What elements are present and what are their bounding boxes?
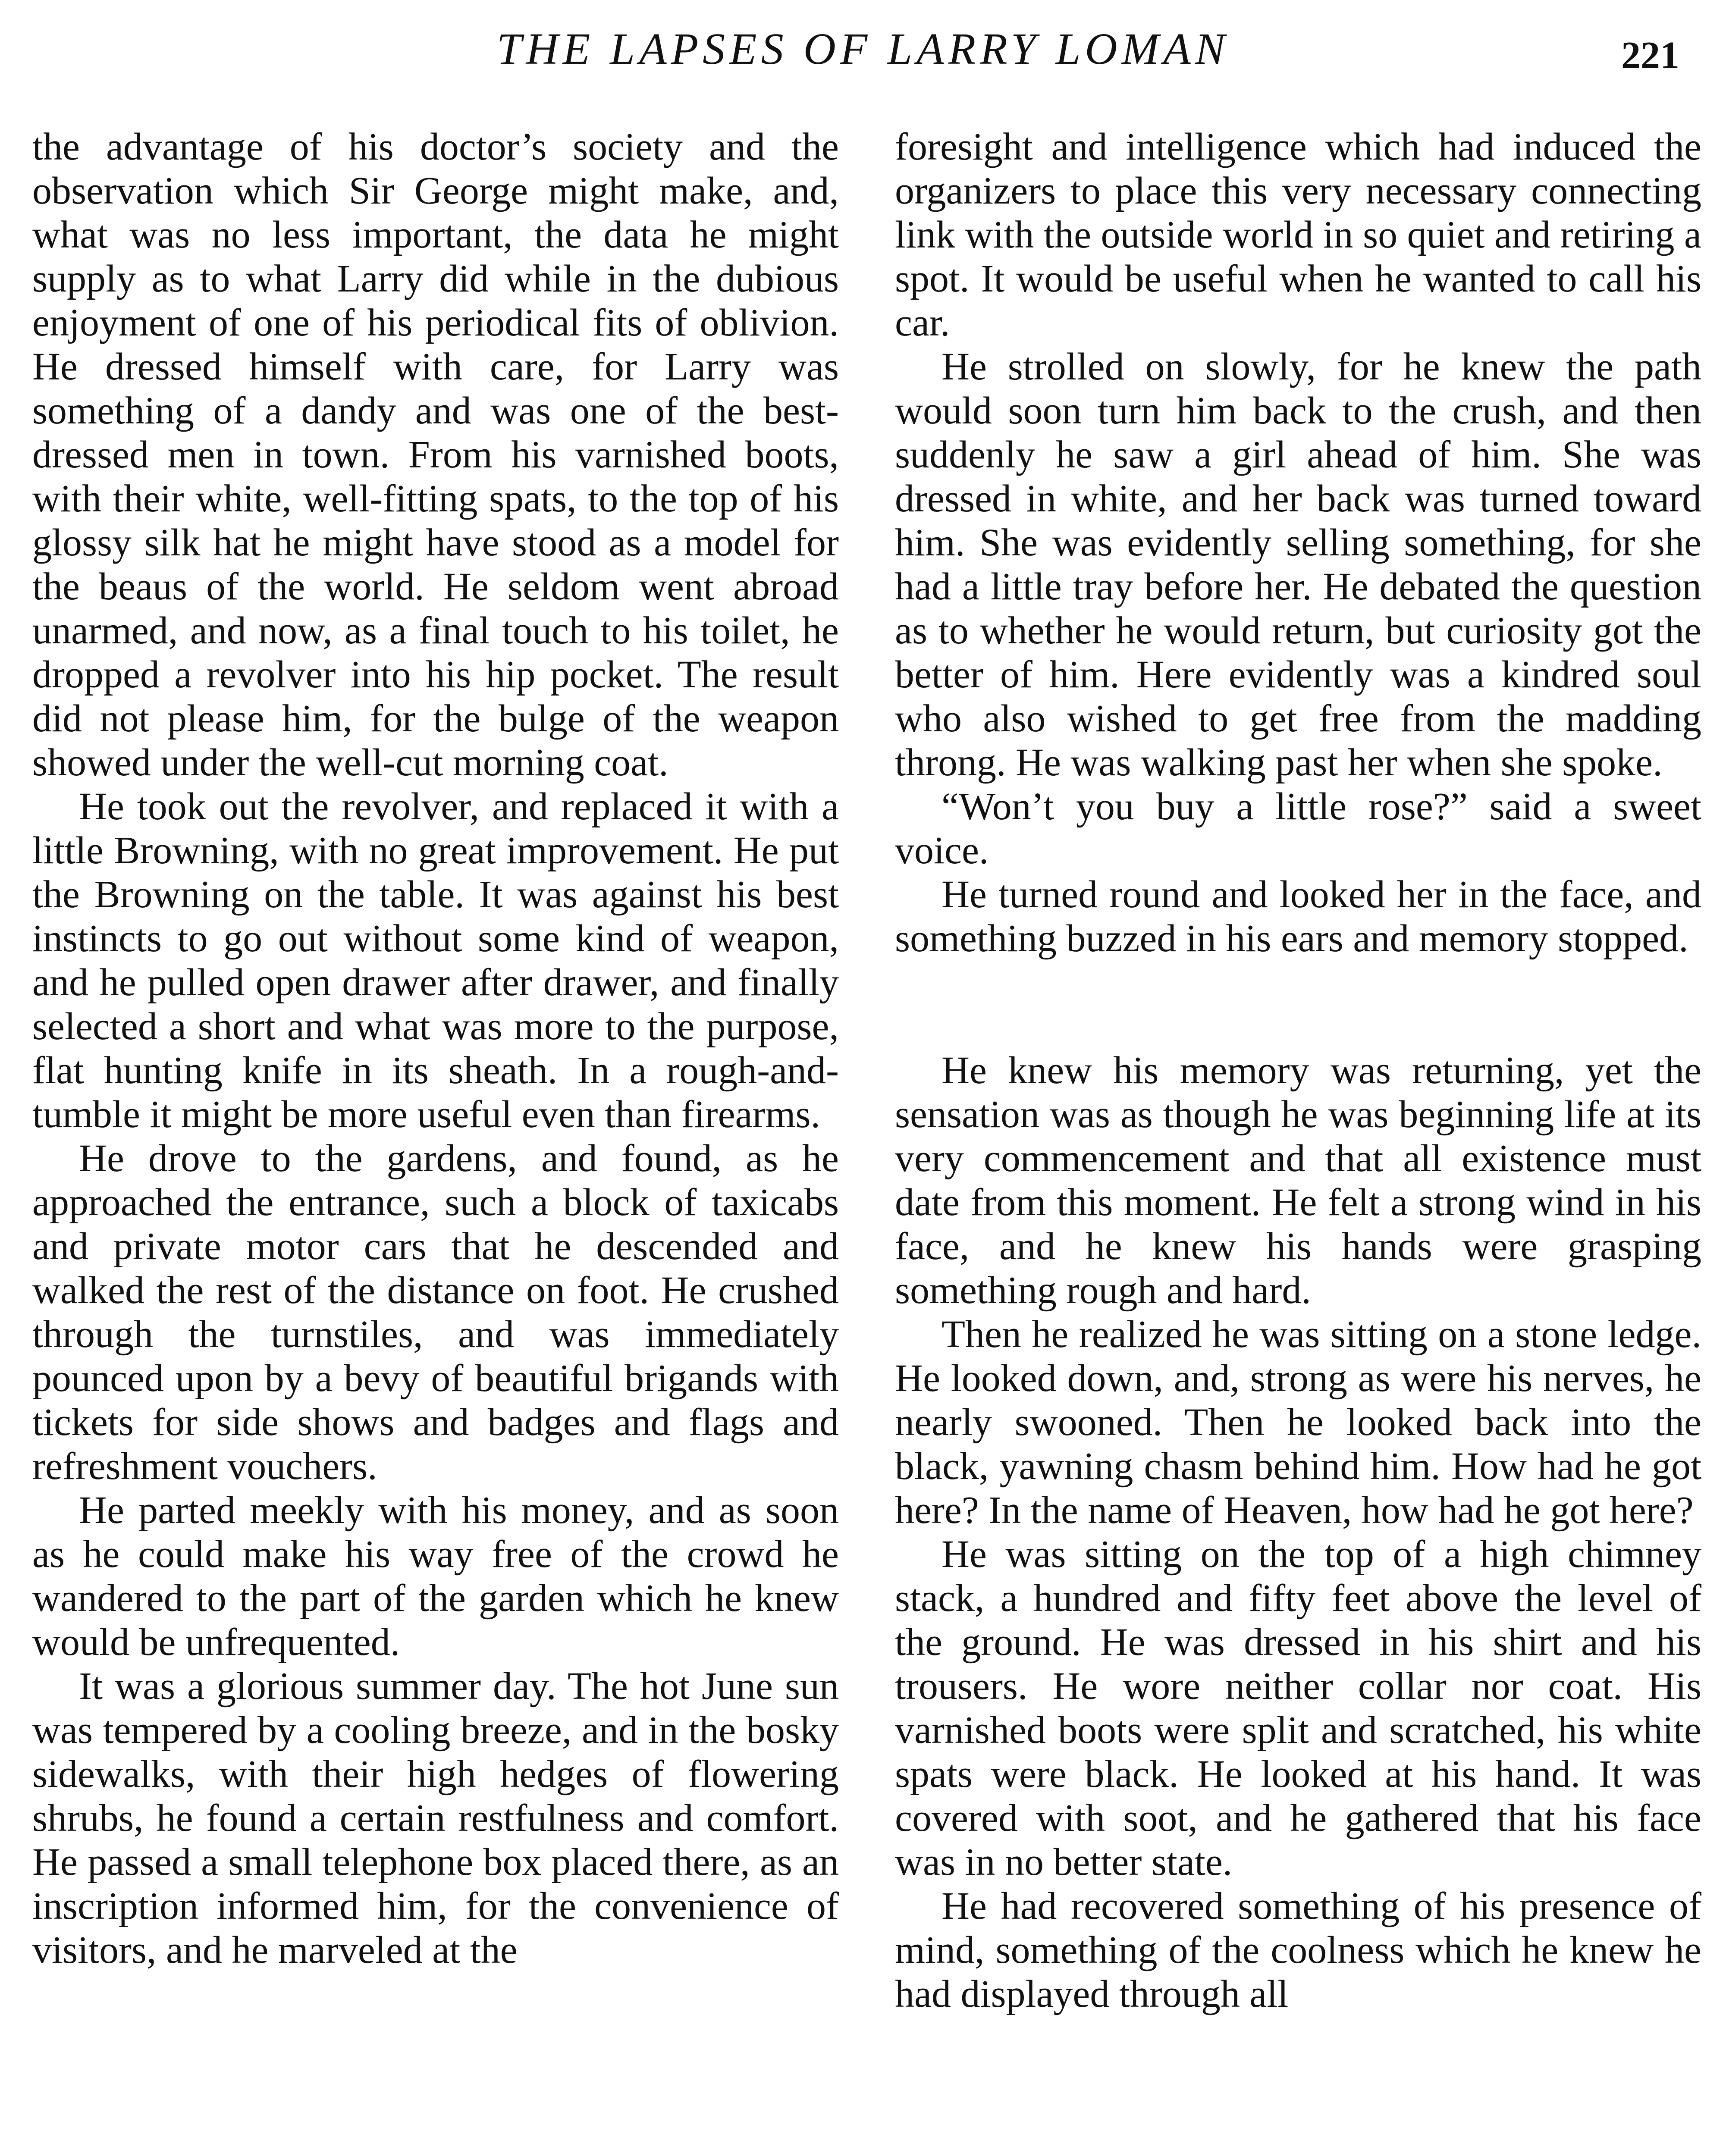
- section-break: [895, 961, 1701, 1049]
- paragraph: He had recovered something of his presence of mind, something of the coolness which he knew he had displayed through all: [895, 1885, 1701, 2015]
- page-number: 221: [1621, 34, 1679, 77]
- paragraph: He took out the revolver, and replaced it with a little Browning, with no great improvement. He put the Browning on the table. It was against his best instincts to go out without some kind of weapon, and he pulled open drawer after drawer, and finally selected a short and what was more to the purpose, flat hunting knife in its sheath. In a rough-and-tumble it might be more useful even than firearms.: [32, 785, 839, 1136]
- paragraph: foresight and intelligence which had induced the organizers to place this very necessary connecting link with the outside world in so quiet and retiring a spot. It would be useful when he wanted to call his car.: [895, 125, 1701, 344]
- paragraph: the advantage of his doctor’s society and the observation which Sir George might make, and, what was no less important, the data he might supply as to what Larry did while in the dubious enjoyment of one of his periodical fits of oblivion. He dressed himself with care, for Larry was something of a dandy and was one of the best-dressed men in town. From his varnished boots, with their white, well-fitting spats, to the top of his glossy silk hat he might have stood as a model for the beaus of the world. He seldom went abroad unarmed, and now, as a final touch to his toilet, he dropped a revolver into his hip pocket. The result did not please him, for the bulge of the weapon showed under the well-cut morning coat.: [32, 125, 839, 784]
- running-title: THE LAPSES OF LARRY LOMAN: [496, 24, 1230, 74]
- paragraph: Then he realized he was sitting on a stone ledge. He looked down, and, strong as were his nerves, he nearly swooned. Then he looked back into the black, yawning chasm behind him. How had he got here? In the name of Heaven, how had he got here?: [895, 1313, 1701, 1532]
- left-column: [32, 125, 839, 1972]
- paragraph: “Won’t you buy a little rose?” said a sweet voice.: [895, 785, 1701, 872]
- paragraph: He turned round and looked her in the face, and something buzzed in his ears and memory stopped.: [895, 873, 1701, 960]
- right-column: [895, 125, 1701, 2016]
- paragraph: He drove to the gardens, and found, as he approached the entrance, such a block of taxicabs and private motor cars that he descended and walked the rest of the distance on foot. He crushed through the turnstiles, and was immediately pounced upon by a bevy of beautiful brigands with tickets for side shows and badges and flags and refreshment vouchers.: [32, 1137, 839, 1488]
- paragraph: He knew his memory was returning, yet the sensation was as though he was beginning life at its very commencement and that all existence must date from this moment. He felt a strong wind in his face, and he knew his hands were grasping something rough and hard.: [895, 1049, 1701, 1312]
- paragraph: He was sitting on the top of a high chimney stack, a hundred and fifty feet above the level of the ground. He was dressed in his shirt and his trousers. He wore neither collar nor coat. His varnished boots were split and scratched, his white spats were black. He looked at his hand. It was covered with soot, and he gathered that his face was in no better state.: [895, 1533, 1701, 1883]
- paragraph: It was a glorious summer day. The hot June sun was tempered by a cooling breeze, and in the bosky sidewalks, with their high hedges of flowering shrubs, he found a certain restfulness and comfort. He passed a small telephone box placed there, as an inscription informed him, for the convenience of visitors, and he marveled at the: [32, 1665, 839, 1971]
- paragraph: He strolled on slowly, for he knew the path would soon turn him back to the crush, and then suddenly he saw a girl ahead of him. She was dressed in white, and her back was turned toward him. She was evidently selling something, for she had a little tray before her. He debated the question as to whether he would return, but curiosity got the better of him. Here evidently was a kindred soul who also wished to get free from the madding throng. He was walking past her when she spoke.: [895, 345, 1701, 784]
- page-header: [0, 0, 1726, 108]
- paragraph: He parted meekly with his money, and as soon as he could make his way free of the crowd he wandered to the part of the garden which he knew would be unfrequented.: [32, 1489, 839, 1664]
